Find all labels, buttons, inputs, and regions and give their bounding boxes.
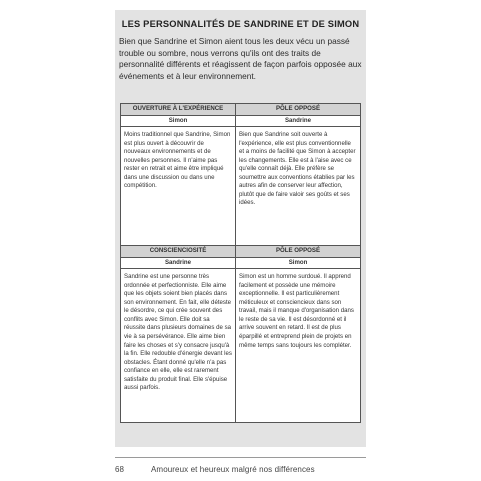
person-label-left: Simon (121, 115, 236, 127)
header-openness: OUVERTURE À L'EXPÉRIENCE (121, 104, 236, 116)
header-opposite-pole: PÔLE OPPOSÉ (236, 246, 361, 258)
description-cell-left: Sandrine est une personne très ordonnée et perfectionniste. Elle aime que les objets soient bien placés dans son environnement. En fait, elle déteste le désordre, ce qui crée souvent des conflits avec Simon. Elle doit sa réussite dans plusieurs domaines de sa vie à sa persévérance. Elle aime bien faire les choses et s'y consacre jusqu'à la fin. Elle redouble d'énergie devant les obstacles. Étant donné qu'elle n'a pas confiance en elle, elle est rarement satisfaite du produit final. Elle s'épuise aussi parfois. (121, 269, 236, 423)
header-conscientiousness: CONSCIENCIOSITÉ (121, 246, 236, 258)
description-cell-right: Simon est un homme surdoué. Il apprend facilement et possède une mémoire exceptionnelle. Il est particulièrement méticuleux et consciencieux dans son travail, mais il manque d'organisation dans le reste de sa vie. Il est désordonné et il arrive souvent en retard. Il est de plus éparpillé et entreprend plein de projets en même temps sans toujours les compléter. (236, 269, 361, 423)
page-number: 68 (115, 465, 124, 474)
box-title: LES PERSONNALITÉS DE SANDRINE ET DE SIMON (121, 19, 360, 29)
person-row (121, 257, 361, 269)
intro-paragraph: Bien que Sandrine et Simon aient tous les deux vécu un passé trouble ou sombre, nous verrons qu'ils ont des traits de personnalité différents et réagissent de façon parfois opposée aux événements et à leur environnement. (119, 36, 362, 81)
description-row (121, 269, 361, 423)
person-label-right: Sandrine (236, 115, 361, 127)
person-label-left: Sandrine (121, 257, 236, 269)
section-header-row (121, 246, 361, 258)
description-row (121, 127, 361, 246)
description-cell-right: Bien que Sandrine soit ouverte à l'expérience, elle est plus conventionnelle et a moins de facilité que Simon à accepter les changements. Elle est à l'aise avec ce qu'elle connaît déjà. Elle préfère se soumettre aux conventions établies par les autres afin de conserver leur affection, plutôt que de faire valoir ses goûts et ses idées. (236, 127, 361, 246)
footer-divider (115, 457, 366, 458)
person-label-right: Simon (236, 257, 361, 269)
sidebar-box (115, 10, 366, 447)
running-title: Amoureux et heureux malgré nos différences (151, 465, 315, 474)
person-row (121, 115, 361, 127)
header-opposite-pole: PÔLE OPPOSÉ (236, 104, 361, 116)
section-header-row (121, 104, 361, 116)
description-cell-left: Moins traditionnel que Sandrine, Simon est plus ouvert à découvrir de nouveaux environnements et de nouvelles personnes. Il n'aime pas rester en retrait et aime être impliqué dans une discussion ou dans une compétition. (121, 127, 236, 246)
personality-table (120, 103, 361, 423)
